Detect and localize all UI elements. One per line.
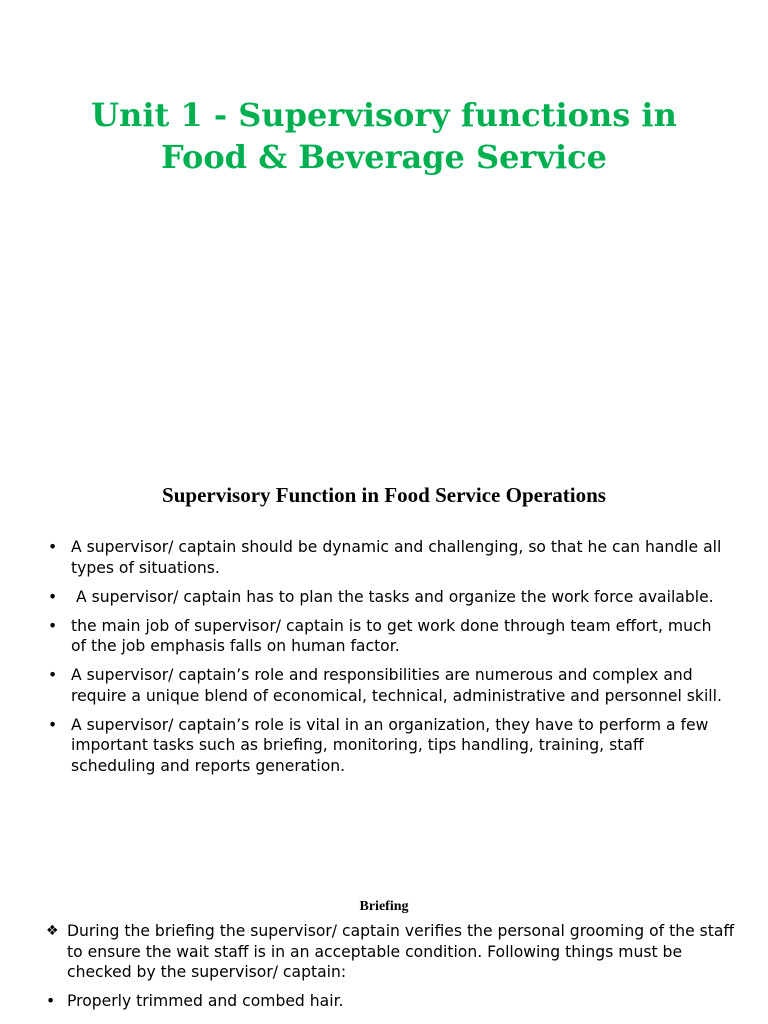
bullet-dot-icon: • (48, 538, 58, 556)
bullet-dot-icon: • (48, 587, 58, 606)
supervisory-function-slide (0, 440, 768, 860)
title-slide (0, 0, 768, 440)
diamond-bullet-icon: ❖ (46, 923, 59, 939)
bullet-text: A supervisor/ captain’s role is vital in an organization, they have to perform a few important tasks such as briefing, monitoring, tips handling, training, staff scheduling and reports generation. (71, 715, 709, 775)
bullet-dot-icon: • (48, 616, 58, 635)
bullet-dot-icon: • (48, 715, 58, 734)
bullet-item (48, 587, 728, 608)
slide-heading: Supervisory Function in Food Service Operations (162, 483, 606, 507)
bullet-list (48, 537, 728, 785)
briefing-intro-text: During the briefing the supervisor/ captain verifies the personal grooming of the staff to ensure the wait staff is in an acceptable condition. Following things must be checked by the supervisor/ captain: (67, 922, 735, 981)
bullet-item (48, 665, 728, 706)
bullet-item (48, 616, 728, 657)
briefing-slide (0, 860, 768, 1024)
briefing-item-text: Properly trimmed and combed hair. (67, 992, 344, 1010)
bullet-text: the main job of supervisor/ captain is to get work done through team effort, much of the job emphasis falls on human factor. (71, 616, 712, 655)
briefing-item (46, 991, 736, 1012)
bullet-text: A supervisor/ captain should be dynamic and challenging, so that he can handle all types of situations. (71, 538, 722, 577)
slide-title (0, 94, 768, 178)
bullet-item (48, 537, 728, 578)
title-line-2: Food & Beverage Service (161, 138, 607, 176)
bullet-text: A supervisor/ captain has to plan the tasks and organize the work force available. (71, 587, 714, 606)
briefing-intro (46, 921, 736, 983)
briefing-list (46, 921, 736, 1020)
bullet-item (48, 715, 728, 777)
title-line-1: Unit 1 - Supervisory functions in (91, 96, 677, 134)
bullet-text: A supervisor/ captain’s role and responsibilities are numerous and complex and require a unique blend of economical, technical, administrative and personnel skill. (71, 666, 722, 705)
bullet-dot-icon: • (48, 666, 58, 684)
bullet-dot-icon: • (46, 992, 56, 1010)
slide-heading: Briefing (359, 899, 409, 914)
